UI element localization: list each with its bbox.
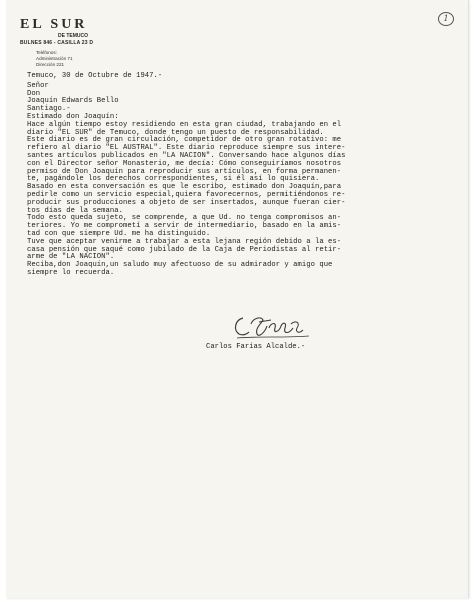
handwritten-signature bbox=[231, 314, 311, 342]
phone-administration: Administración 71 bbox=[36, 56, 73, 61]
body-line: refiero al diario "EL AUSTRAL". Este diario reproduce siempre sus intere- bbox=[27, 144, 346, 153]
phone-direction: Dirección 221 bbox=[36, 62, 65, 67]
recipient-line: Santiago.- bbox=[27, 105, 71, 114]
letter-page bbox=[6, 0, 469, 598]
body-line: santes artículos publicados en "LA NACION". Conversando hace algunos días bbox=[27, 151, 346, 160]
body-line: tad con que siempre Ud. me ha distinguido. bbox=[27, 229, 211, 238]
recipient-line: Don bbox=[27, 89, 41, 98]
recipient-line: Señor bbox=[27, 81, 49, 90]
body-line: con el Director señor Monasterio, me decía: Cómo conseguiríamos nosotros bbox=[27, 159, 342, 168]
body-line: Basado en esta conversación es que le escribo, estimado don Joaquín,para bbox=[27, 183, 342, 192]
page-number: 1 bbox=[438, 12, 454, 26]
letterhead bbox=[20, 18, 130, 68]
body-line: teriores. Yo me comprometí a servir de intermediario, basado en la amis- bbox=[27, 222, 342, 231]
letter-date: Temuco, 30 de Octubre de 1947.- bbox=[27, 72, 163, 80]
body-line: Tuve que aceptar venirme a trabajar a esta lejana región debido a la es- bbox=[27, 237, 342, 246]
newspaper-city: DE TEMUCO bbox=[58, 33, 88, 39]
body-line: producir sus producciones a objeto de ser insertados, aunque fueran cier- bbox=[27, 198, 346, 207]
body-line: Todo esto queda sujeto, se comprende, a que Ud. no tenga compromisos an- bbox=[27, 214, 342, 223]
newspaper-name: EL SUR bbox=[20, 17, 88, 32]
body-line: te, pagándole los derechos correspondientes, si él así lo quisiera. bbox=[27, 175, 320, 184]
body-line: permiso de Don Joaquín para reproducir sus artículos, en forma permanen- bbox=[27, 167, 342, 176]
body-line: Hace algún tiempo estoy residiendo en esta gran ciudad, trabajando en el bbox=[27, 120, 342, 129]
body-line: pedirle como un servicio especial,quiera favorecernos, permitiéndonos re- bbox=[27, 190, 346, 199]
letter-body bbox=[27, 73, 457, 278]
body-line: arme de "LA NACION". bbox=[27, 253, 115, 262]
body-line: tos días de la semana. bbox=[27, 206, 123, 215]
body-line: diario "EL SUR" de Temuco, donde tengo un puesto de responsabilidad. bbox=[27, 128, 324, 137]
signature-name: Carlos Farías Alcalde.- bbox=[206, 343, 306, 351]
recipient-line: Joaquín Edwards Bello bbox=[27, 97, 119, 106]
newspaper-address: BULNES 846 - CASILLA 23 D bbox=[20, 40, 94, 46]
body-line: Reciba,don Joaquín,un saludo muy afectuoso de su admirador y amigo que bbox=[27, 261, 333, 270]
body-line: casa pensión que saqué como jubilado de la Caja de Periodistas al retir- bbox=[27, 245, 342, 254]
phone-label: Teléfonos: bbox=[36, 50, 57, 55]
greeting: Estimado don Joaquín: bbox=[27, 112, 119, 121]
body-line: Este diario es de gran circulación, competidor de otro gran rotativo: me bbox=[27, 136, 342, 145]
body-line: siempre lo recuerda. bbox=[27, 268, 115, 277]
